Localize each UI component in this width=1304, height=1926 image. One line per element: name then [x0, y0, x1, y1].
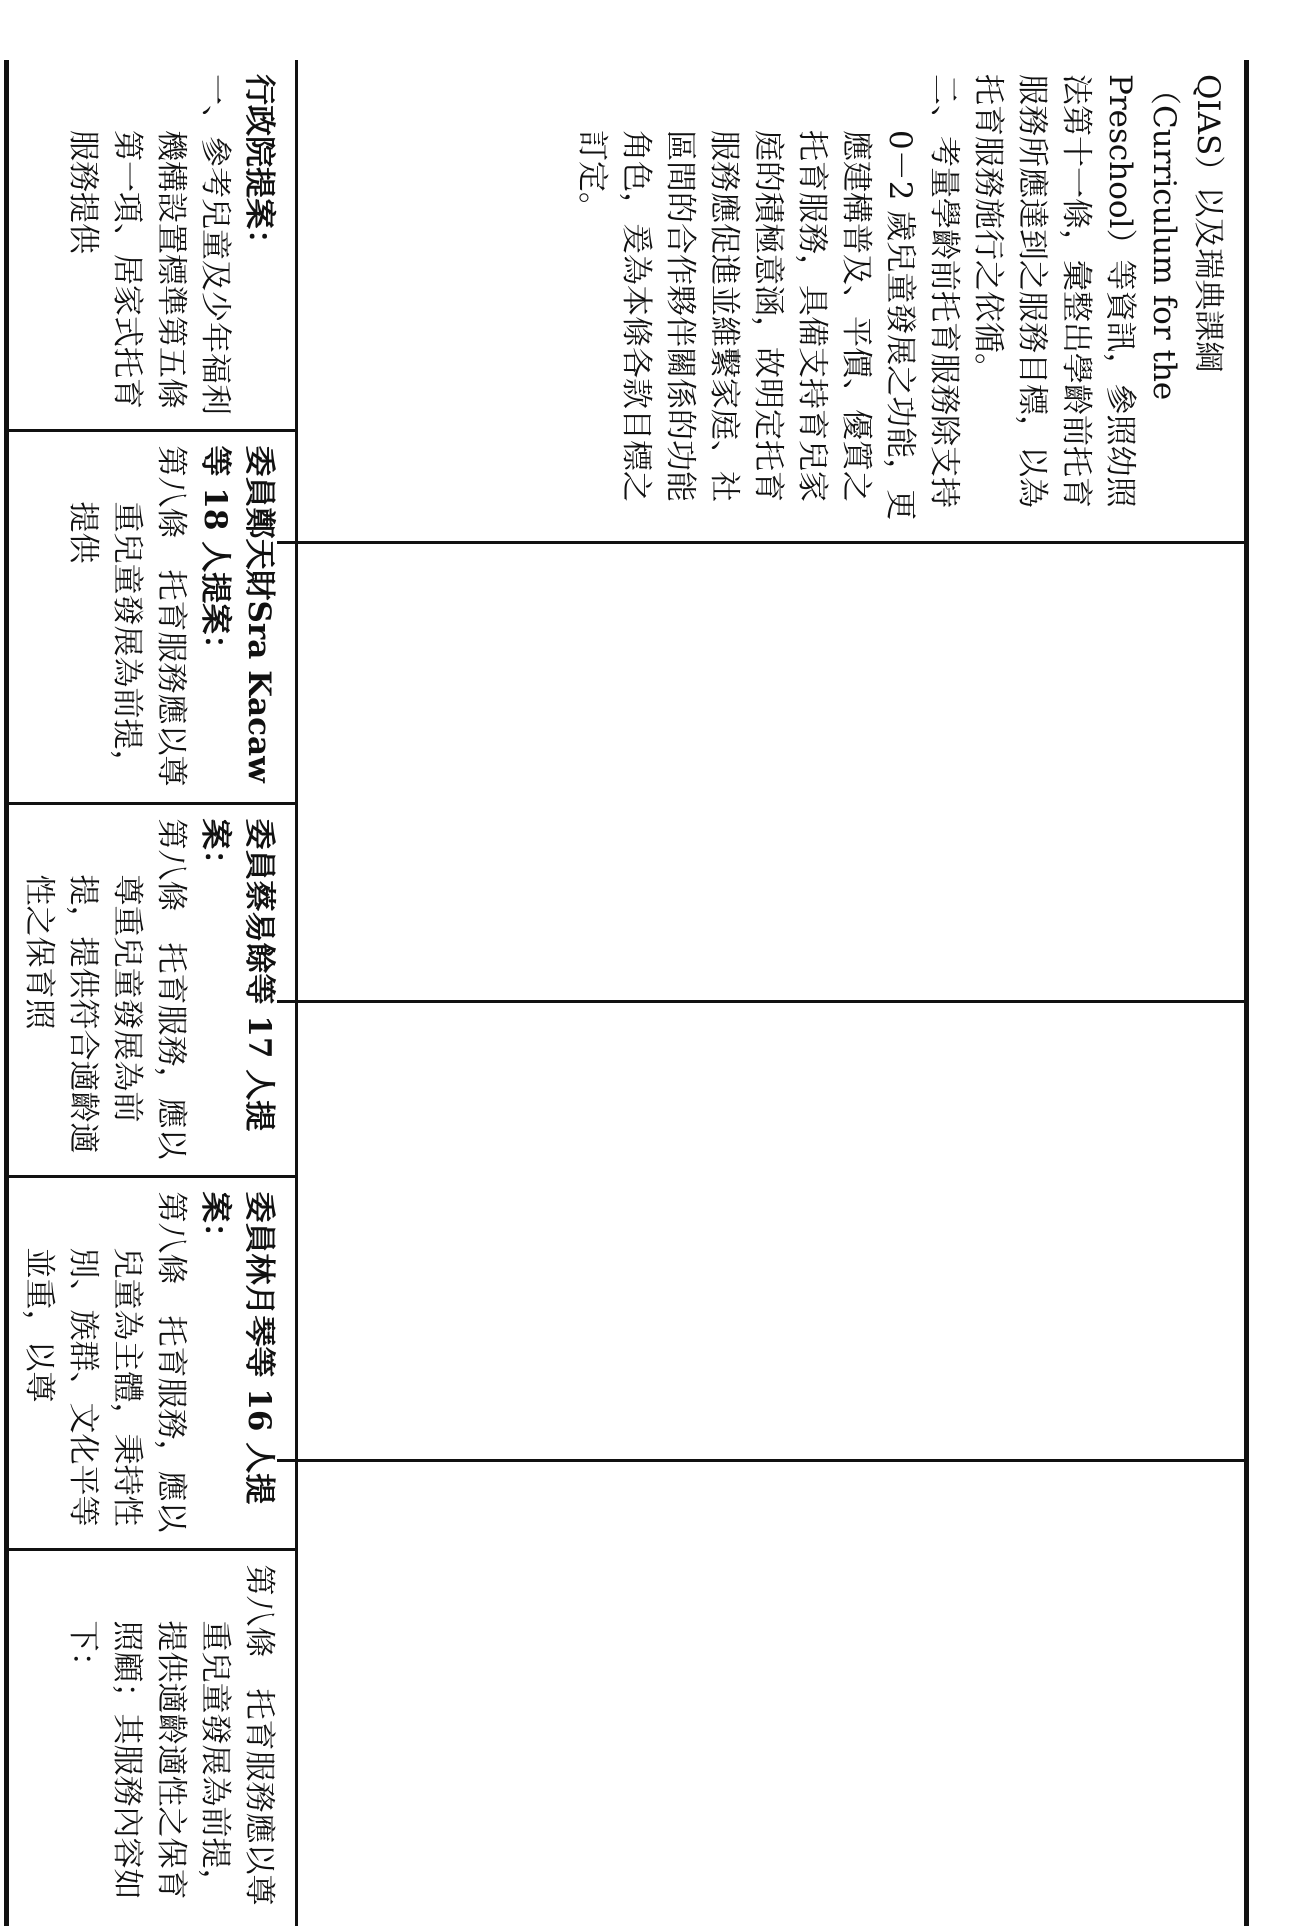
lin-proposal-label: 委員林月琴等 16 人提案：: [197, 1191, 277, 1505]
executive-proposal-cell: [7, 60, 297, 430]
empty-cell: [277, 542, 1247, 1001]
proposal-table: [4, 60, 298, 1926]
lin-proposal-text: 第八條 托育服務，應以兒童為主體，秉持性別、族群、文化平等並重，以尊: [21, 1191, 189, 1533]
committee-text-cell: [7, 1549, 297, 1926]
lin-proposal-cell: [7, 1176, 297, 1549]
tsai-proposal-label: 委員蔡易餘等 17 人提案：: [197, 818, 277, 1132]
executive-proposal-text: 一、參考兒童及少年福利機構設置標準第五條第一項、居家式托育服務提供: [65, 74, 233, 415]
explanation-continued: QIAS）以及瑞典課綱（Curriculum for the Preschool）等資訊，參照幼照法第十一條，彙整出學齡前托育服務所應達到之服務目標，以為托育服務施行之依循。: [970, 74, 1226, 508]
cheng-proposal-cell: [7, 430, 297, 803]
empty-cell: [277, 1460, 1247, 1926]
empty-cell: [277, 1001, 1247, 1460]
committee-text: 第八條 托育服務應以尊重兒童發展為前提，提供適齡適性之保育照顧；其服務內容如下：: [65, 1564, 277, 1906]
comparison-table: [277, 60, 1249, 1926]
table-row: [7, 60, 297, 1926]
table-row: [277, 60, 1247, 1926]
tsai-proposal-cell: [7, 803, 297, 1176]
explanation-item-2: 二、考量學齡前托育服務除支持 0－2 歲兒童發展之功能，更應建構普及、平價、優質之托育服務，具備支持育兒家庭的積極意涵，故明定托育服務應促進並維繫家庭、社區間的合作夥伴關係的功能角色，爰為本條各款目標之訂定。: [574, 74, 962, 521]
explanation-cell: [277, 60, 1247, 542]
cheng-proposal-text: 第八條 托育服務應以尊重兒童發展為前提，提供: [65, 445, 189, 787]
tsai-proposal-text: 第八條 托育服務，應以尊重兒童發展為前提，提供符合適齡適性之保育照: [21, 818, 189, 1160]
cheng-proposal-label: 委員鄭天財Sra Kacaw等 18 人提案：: [197, 445, 277, 783]
executive-proposal-label: 行政院提案：: [241, 74, 277, 260]
